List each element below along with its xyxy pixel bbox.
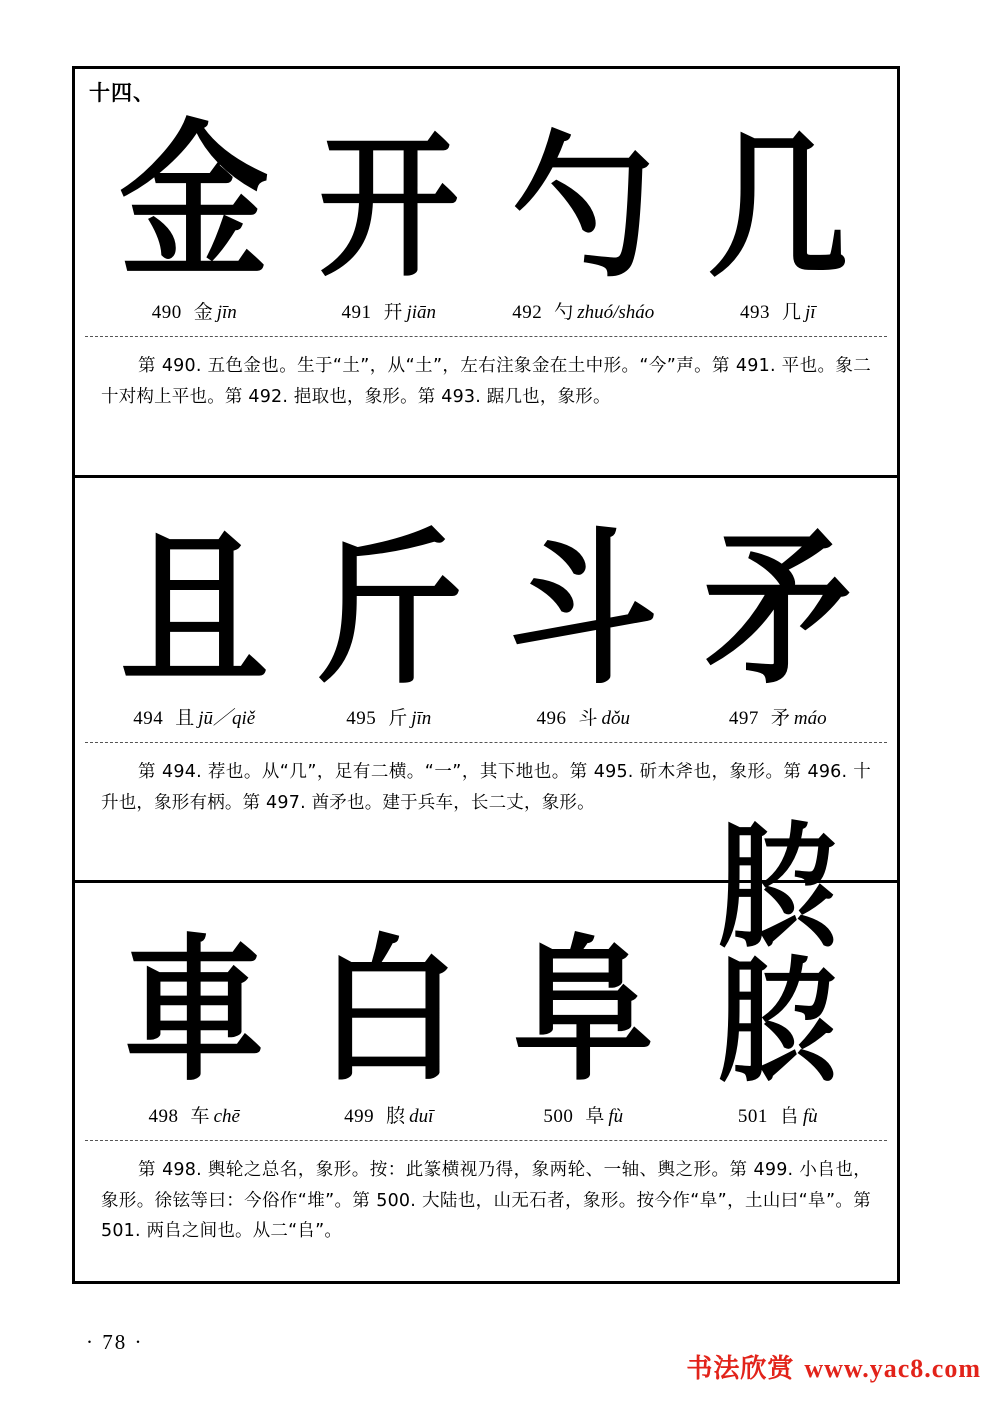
seal-glyph: 斗 [509,513,658,707]
entry-caption [97,703,292,730]
entry-character: 幵 [383,301,403,323]
note-text: 第 490. 五色金也。生于“土”，从“土”，左右注象金在土中形。“今”声。第 491. 平也。象二十对构上平也。第 492. 挹取也，象形。第 493. 踞几也，象形。 [101,356,871,407]
entry-caption [486,297,681,324]
seal-glyph-cell [97,920,292,1104]
entry-pinyin: jīn [216,302,237,323]
entry-pinyin: fù [608,1106,624,1127]
seal-glyph-cell [292,920,487,1104]
seal-glyph-cell [681,513,876,707]
section-label: 十四、 [89,81,155,105]
seal-glyph-cell [292,116,487,300]
seal-glyph: 且 [120,513,269,707]
watermark-text: 书法欣赏 [686,1354,795,1384]
entry-caption [486,1101,681,1128]
entry-pinyin: jī [804,302,816,323]
seal-glyph-cell [681,116,876,300]
entry-character: 斗 [578,707,598,729]
entry-caption [486,703,681,730]
page-number: · 78 · [86,1330,144,1354]
caption-row-2 [75,703,897,730]
note-text: 第 498. 輿轮之总名，象形。按：此篆横视乃得，象两轮、一轴、輿之形。第 499. 小𠂤也，象形。徐铉等曰：今俗作“堆”。第 500. 大陆也，山无石者，象形。按今作“阜”，土山曰“阜”。第 501. 两𠂤之间也。从二“𠂤”。 [101,1160,871,1242]
entry-caption [292,703,487,730]
content-frame [72,66,900,1284]
entry-pinyin: zhuó/sháo [577,302,655,323]
entry-number: 497 [728,708,759,729]
entry-character: 车 [190,1105,210,1127]
entry-number: 501 [737,1106,768,1127]
seal-glyph: 䏮䏮 [717,811,838,1102]
entry-number: 490 [151,302,182,323]
entry-caption [681,703,876,730]
entry-number: 491 [341,302,372,323]
entry-character: 几 [781,301,801,323]
entry-pinyin: dǒu [601,708,630,729]
seal-glyph-cell [486,116,681,300]
entry-pinyin: duī [409,1106,434,1127]
seal-glyph-row-2 [75,478,897,707]
seal-glyph-row-1 [75,69,897,301]
note-text: 第 494. 荐也。从“几”，足有二横。“一”，其下地也。第 495. 斫木斧也，象形。第 496. 十升也，象形有柄。第 497. 酋矛也。建于兵车，长二丈，象形。 [101,762,871,813]
caption-row-1 [75,297,897,324]
entry-character: 勺 [554,301,574,323]
entry-caption [292,297,487,324]
seal-glyph: 开 [318,116,459,300]
seal-glyph: 車 [124,920,265,1104]
entry-character: 斤 [388,707,408,729]
entry-pinyin: jū／qiě [198,708,256,729]
entry-caption [681,1101,876,1128]
seal-glyph-cell [681,811,876,1102]
entry-character: 金 [193,301,213,323]
entry-number: 496 [536,708,567,729]
entry-block-1 [75,69,897,475]
entry-character: 且 [175,707,195,729]
seal-glyph-cell [486,513,681,707]
seal-glyph: 金 [119,105,270,301]
seal-glyph: 阜 [513,920,654,1104]
entry-caption [97,297,292,324]
seal-glyph-cell [486,920,681,1104]
seal-glyph: 几 [707,116,848,300]
explanation-note [75,1141,897,1257]
entry-pinyin: máo [793,708,827,729]
entry-pinyin: jīn [411,708,432,729]
watermark [686,1348,981,1385]
entry-number: 494 [133,708,164,729]
entry-character: 矛 [770,707,790,729]
entry-number: 493 [739,302,770,323]
seal-glyph-cell [292,513,487,707]
entry-caption [292,1101,487,1128]
seal-glyph-row-3 [75,811,897,1104]
entry-pinyin: fù [802,1106,818,1127]
entry-character: 𠂤 [779,1105,799,1127]
entry-caption [681,297,876,324]
seal-glyph-cell [97,513,292,707]
watermark-url: www.yac8.com [804,1354,981,1383]
entry-number: 500 [543,1106,574,1127]
entry-number: 498 [148,1106,179,1127]
caption-row-3 [75,1101,897,1128]
seal-glyph: 矛 [703,513,852,707]
entry-character: 䏮 [386,1105,406,1127]
entry-caption [97,1101,292,1128]
entry-pinyin: jiān [406,302,437,323]
entry-pinyin: chē [213,1106,240,1127]
entry-character: 阜 [585,1105,605,1127]
entry-number: 495 [346,708,377,729]
seal-glyph: 勺 [513,116,654,300]
seal-glyph: 白 [318,920,459,1104]
entry-block-3 [75,811,897,1281]
seal-glyph: 斤 [314,513,463,707]
explanation-note [75,337,897,422]
entry-number: 492 [512,302,543,323]
seal-glyph-cell [97,105,292,301]
entry-number: 499 [344,1106,375,1127]
